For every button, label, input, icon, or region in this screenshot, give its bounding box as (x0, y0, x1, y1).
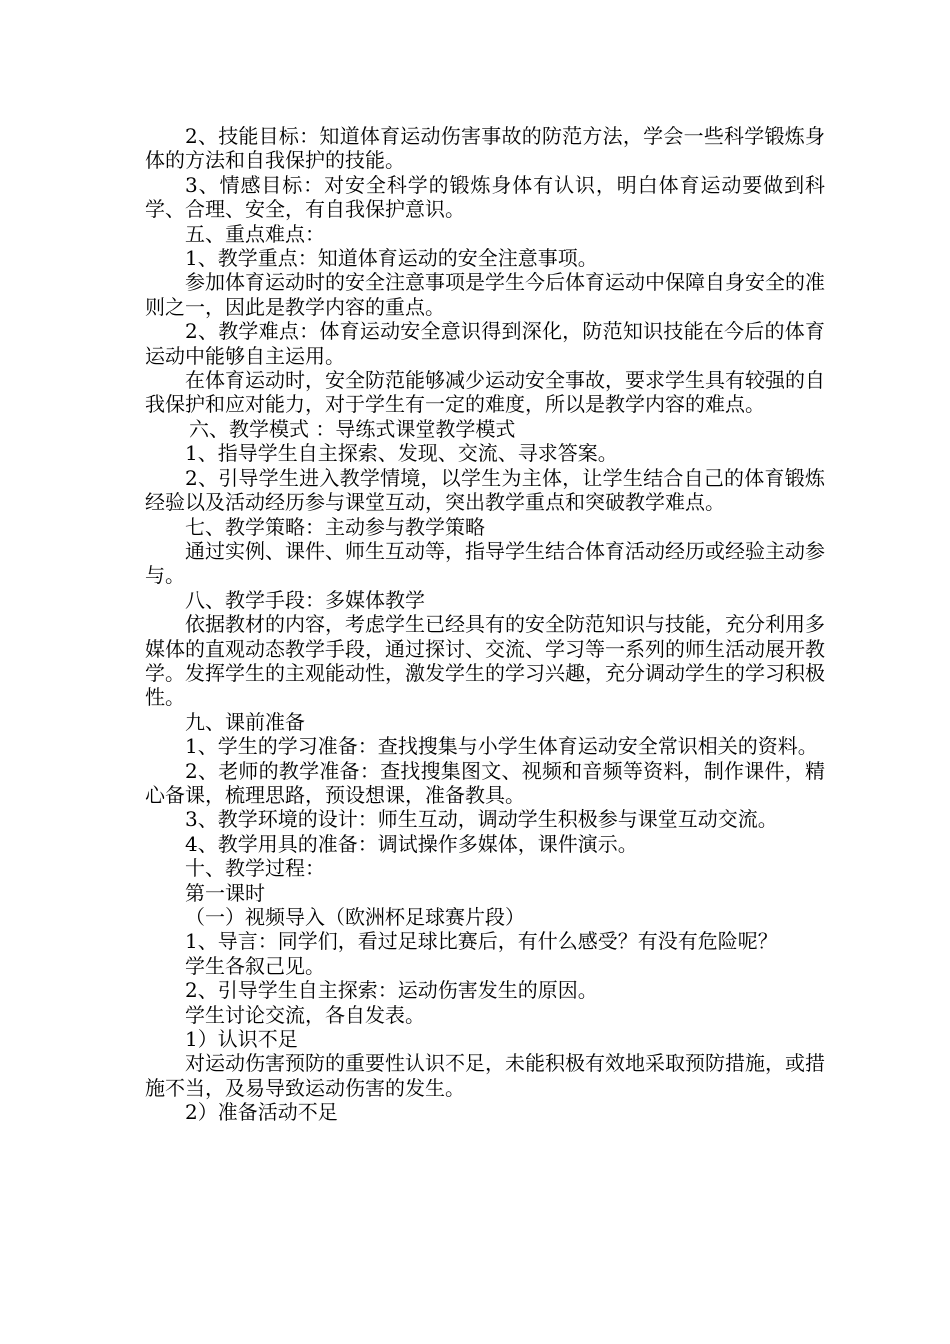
heading-teaching-means: 八、教学手段：多媒体教学 (185, 587, 425, 612)
paragraph-mode-item-2: 2、引导学生进入教学情境，以学生为主体，让学生结合自己的体育锻炼经验以及活动经历参与课堂互动，突出教学重点和突破教学难点。 (145, 465, 825, 515)
paragraph-focus-explanation: 参加体育运动时的安全注意事项是学生今后体育运动中保障自身安全的准则之一，因此是教学内容的重点。 (145, 270, 825, 319)
paragraph-strategy-detail: 通过实例、课件、师生互动等，指导学生结合体育活动经历或经验主动参与。 (145, 538, 825, 588)
document-page (145, 124, 825, 1125)
heading-teaching-mode: 六、教学模式 ：导练式课堂教学模式 (189, 416, 516, 441)
heading-first-lesson: 第一课时 (185, 880, 265, 905)
paragraph-difficulty-explanation: 在体育运动时，安全防范能够减少运动安全事故，要求学生具有较强的自我保护和应对能力，对于学生有一定的难度，所以是教学内容的难点。 (145, 368, 825, 417)
heading-teaching-process: 十、教学过程： (185, 856, 325, 881)
paragraph-teaching-tools: 4、教学用具的准备：调试操作多媒体，课件演示。 (185, 831, 638, 856)
heading-insufficient-awareness: 1）认识不足 (185, 1027, 298, 1052)
paragraph-students-opinions: 学生各叙己见。 (185, 953, 325, 978)
heading-key-difficult: 五、重点难点： (185, 221, 325, 246)
paragraph-skill-goal: 2、技能目标：知道体育运动伤害事故的防范方法，学会一些科学锻炼身体的方法和自我保护的技能。 (145, 124, 825, 173)
paragraph-teaching-difficulty: 2、教学难点：体育运动安全意识得到深化，防范知识技能在今后的体育运动中能够自主运用。 (145, 319, 825, 368)
paragraph-awareness-detail: 对运动伤害预防的重要性认识不足，未能积极有效地采取预防措施，或措施不当，及易导致运动伤害的发生。 (145, 1051, 825, 1100)
heading-insufficient-warmup: 2）准备活动不足 (185, 1100, 338, 1125)
paragraph-teaching-focus: 1、教学重点：知道体育运动的安全注意事项。 (185, 246, 598, 271)
paragraph-environment-design: 3、教学环境的设计：师生互动，调动学生积极参与课堂互动交流。 (185, 807, 778, 832)
paragraph-students-discuss: 学生讨论交流，各自发表。 (185, 1002, 425, 1027)
paragraph-explore-causes: 2、引导学生自主探索：运动伤害发生的原因。 (185, 978, 598, 1003)
paragraph-mode-item-1: 1、指导学生自主探索、发现、交流、寻求答案。 (185, 441, 618, 466)
paragraph-means-detail: 依据教材的内容，考虑学生已经具有的安全防范知识与技能，充分利用多媒体的直观动态教学手段，通过探讨、交流、学习等一系列的师生活动展开教学。发挥学生的主观能动性，激发学生的学习兴趣，充分调动学生的学习积极性。 (145, 612, 825, 710)
heading-preparation: 九、课前准备 (185, 709, 305, 734)
paragraph-emotion-goal: 3、情感目标：对安全科学的锻炼身体有认识，明白体育运动要做到科学、合理、安全，有自我保护意识。 (145, 172, 825, 222)
heading-video-intro: （一）视频导入（欧洲杯足球赛片段） (185, 905, 525, 929)
paragraph-student-prep: 1、学生的学习准备：查找搜集与小学生体育运动安全常识相关的资料。 (185, 734, 818, 759)
paragraph-intro-question: 1、导言：同学们，看过足球比赛后，有什么感受？有没有危险呢？ (185, 929, 778, 954)
heading-teaching-strategy: 七、教学策略：主动参与教学策略 (185, 514, 485, 539)
paragraph-teacher-prep: 2、老师的教学准备：查找搜集图文、视频和音频等资料，制作课件，精心备课，梳理思路，预设想课，准备教具。 (145, 758, 825, 807)
